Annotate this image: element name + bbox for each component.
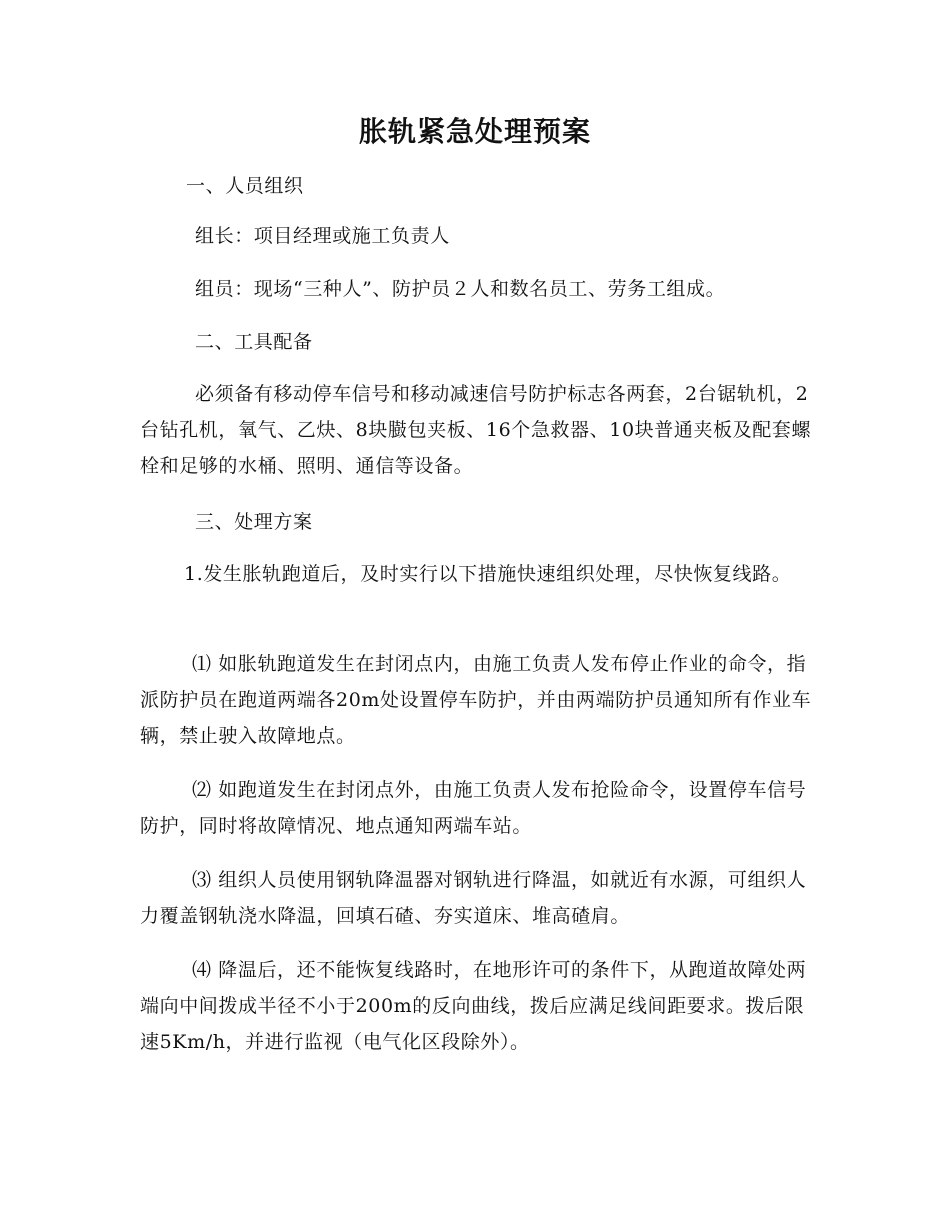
document-title: 胀轨紧急处理预案	[358, 115, 591, 148]
plan-item-1: 1.发生胀轨跑道后，及时实行以下措施快速组织处理，尽快恢复线路。	[184, 563, 792, 585]
leader-line: 组长：项目经理或施工负责人	[195, 225, 450, 247]
equipment-paragraph: 必须备有移动停车信号和移动减速信号防护标志各两套，2台锯轨机，2台钻孔机，氧气、乙炔、8块臌包夹板、16个急救器、10块普通夹板及配套螺栓和足够的水桶、照明、通信等设备。	[140, 383, 812, 477]
members-line: 组员：现场“三种人”、防护员２人和数名员工、劳务工组成。	[195, 278, 726, 300]
section-1-heading: 一、人员组织	[186, 175, 304, 197]
plan-item-1-1: ⑴ 如胀轨跑道发生在封闭点内，由施工负责人发布停止作业的命令，指派防护员在跑道两端各20m处设置停车防护，并由两端防护员通知所有作业车辆，禁止驶入故障地点。	[140, 653, 812, 747]
plan-item-1-3: ⑶ 组织人员使用钢轨降温器对钢轨进行降温，如就近有水源，可组织人力覆盖钢轨浇水降温，回填石碴、夯实道床、堆高碴肩。	[140, 869, 807, 927]
plan-item-1-4: ⑷ 降温后，还不能恢复线路时，在地形许可的条件下，从跑道故障处两端向中间拨成半径不小于200m的反向曲线，拨后应满足线间距要求。拨后限速5Km/h，并进行监视（电气化区段除外）。	[140, 959, 807, 1053]
section-3-heading: 三、处理方案	[195, 511, 313, 533]
section-2-heading: 二、工具配备	[195, 331, 313, 353]
plan-item-1-2: ⑵ 如跑道发生在封闭点外，由施工负责人发布抢险命令，设置停车信号防护，同时将故障情况、地点通知两端车站。	[140, 779, 807, 837]
